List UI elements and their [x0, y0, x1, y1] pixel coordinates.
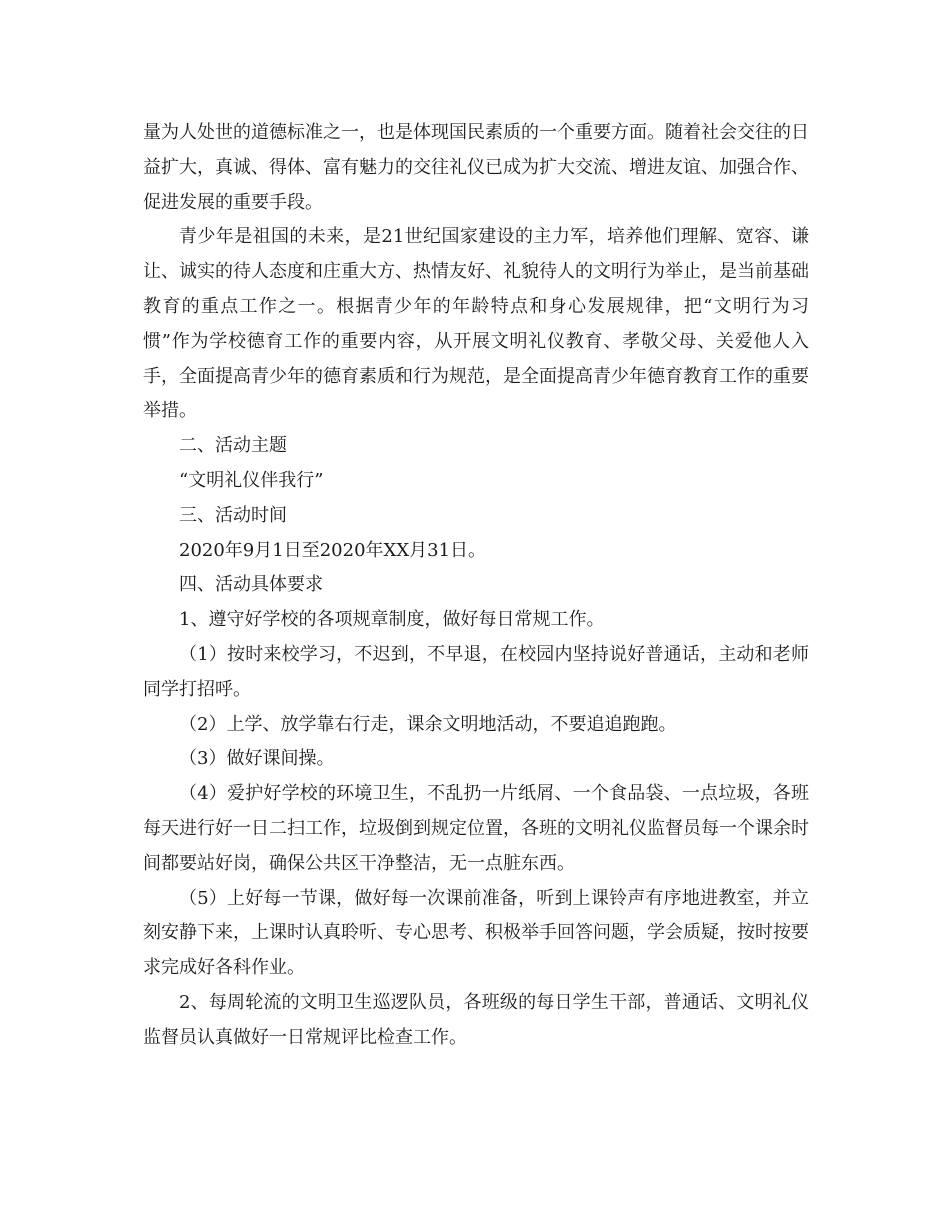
document-body: [143, 116, 809, 1056]
requirement-item-2: 2、每周轮流的文明卫生巡逻队员，各班级的每日学生干部，普通话、文明礼仪监督员认真做好一日常规评比检查工作。: [143, 991, 809, 1048]
paragraph-etiquette-intro-continued: 量为人处世的道德标准之一，也是体现国民素质的一个重要方面。随着社会交往的日益扩大，真诚、得体、富有魅力的交往礼仪已成为扩大交流、增进友谊、加强合作、促进发展的重要手段。: [143, 122, 809, 213]
requirement-subitem-3: （3）做好课间操。: [179, 748, 335, 770]
section-heading-activity-theme: 二、活动主题: [179, 435, 287, 457]
requirement-subitem-5: （5）上好每一节课，做好每一次课前准备，听到上课铃声有序地进教室，并立刻安静下来，上课时认真聆听、专心思考、积极举手回答问题，学会质疑，按时按要求完成好各科作业。: [143, 887, 809, 979]
requirement-subitem-4: （4）爱护好学校的环境卫生，不乱扔一片纸屑、一个食品袋、一点垃圾，各班每天进行好一日二扫工作，垃圾倒到规定位置，各班的文明礼仪监督员每一个课余时间都要站好岗，确保公共区干净整洁，无一点脏东西。: [143, 783, 809, 874]
activity-theme-text: “文明礼仪伴我行”: [179, 469, 324, 491]
paragraph-youth-education: 青少年是祖国的未来，是21世纪国家建设的主力军，培养他们理解、宽容、谦让、诚实的待人态度和庄重大方、热情友好、礼貌待人的文明行为举止，是当前基础教育的重点工作之一。根据青少年的年龄特点和身心发展规律，把“文明行为习惯”作为学校德育工作的重要内容，从开展文明礼仪教育、孝敬父母、关爱他人入手，全面提高青少年的德育素质和行为规范，是全面提高青少年德育教育工作的重要举措。: [143, 226, 809, 422]
activity-time-text: 2020年9月1日至2020年XX月31日。: [179, 539, 487, 561]
requirement-subitem-1: （1）按时来校学习，不迟到，不早退，在校园内坚持说好普通话，主动和老师同学打招呼。: [143, 643, 809, 700]
section-heading-activity-time: 三、活动时间: [179, 504, 287, 526]
requirement-item-1: 1、遵守好学校的各项规章制度，做好每日常规工作。: [179, 609, 605, 631]
section-heading-requirements: 四、活动具体要求: [179, 574, 323, 596]
requirement-subitem-2: （2）上学、放学靠右行走，课余文明地活动，不要追追跑跑。: [179, 713, 677, 735]
